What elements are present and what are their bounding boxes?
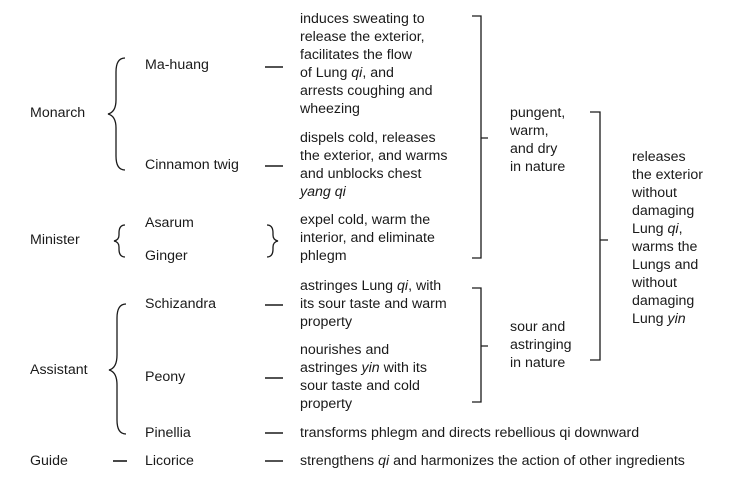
herb-ginger: Ginger xyxy=(145,248,188,264)
text-line: damaging xyxy=(632,203,695,219)
text-line: expel cold, warm the xyxy=(300,212,431,228)
text-line: in nature xyxy=(510,355,566,371)
nature-sour xyxy=(510,318,572,372)
emphasis-term: qi xyxy=(351,65,363,81)
action-ma-huang xyxy=(300,10,433,118)
herb-asarum: Asarum xyxy=(145,215,194,231)
text-line: Lung yin xyxy=(632,311,686,327)
pungent-bracket xyxy=(472,16,488,258)
herb-ma-huang: Ma-huang xyxy=(145,57,209,73)
role-assistant: Assistant xyxy=(30,362,88,378)
action-peony xyxy=(300,341,427,413)
text-line: damaging xyxy=(632,293,695,309)
emphasis-term: yang qi xyxy=(300,184,346,200)
sour-bracket xyxy=(472,288,488,402)
text-line: the exterior xyxy=(632,167,703,183)
text-line: Lung qi, xyxy=(632,221,683,237)
nature-bracket xyxy=(590,112,608,360)
herb-peony: Peony xyxy=(145,369,186,385)
text-line: induces sweating to xyxy=(300,11,425,27)
action-asarum-ginger xyxy=(300,211,435,265)
text-line: pungent, xyxy=(510,105,566,121)
text-line: warm, xyxy=(510,123,549,139)
text-line: astringing xyxy=(510,337,572,353)
text-line: sour and xyxy=(510,319,566,335)
role-minister: Minister xyxy=(30,232,80,248)
emphasis-term: qi xyxy=(378,453,390,469)
text-line: Lungs and xyxy=(632,257,699,273)
action-pinellia: transforms phlegm and directs rebellious qi downward xyxy=(300,425,640,441)
text-line: facilitates the flow xyxy=(300,47,412,63)
text-line: in nature xyxy=(510,159,566,175)
text-line: astringes yin with its xyxy=(300,360,427,376)
action-licorice: strengthens qi and harmonizes the action of other ingredients xyxy=(300,453,685,469)
text-line: wheezing xyxy=(300,101,360,117)
minister-left-brace xyxy=(114,225,125,257)
text-line: sour taste and cold xyxy=(300,378,420,394)
action-cinnamon-twig xyxy=(300,129,447,201)
role-guide: Guide xyxy=(30,453,68,469)
text-line: dispels cold, releases xyxy=(300,130,436,146)
text-line: warms the xyxy=(632,239,698,255)
text-line: nourishes and xyxy=(300,342,390,358)
text-line: phlegm xyxy=(300,248,347,264)
emphasis-term: yin xyxy=(361,360,380,376)
text-line: astringes Lung qi, with xyxy=(300,278,442,294)
emphasis-term: qi xyxy=(667,221,679,237)
text-line: without xyxy=(632,275,677,291)
text-line: and dry xyxy=(510,141,558,157)
text-line: arrests coughing and xyxy=(300,83,433,99)
herb-schizandra: Schizandra xyxy=(145,296,216,312)
role-monarch: Monarch xyxy=(30,105,86,121)
text-line: its sour taste and warm xyxy=(300,296,447,312)
action-schizandra xyxy=(300,277,447,331)
emphasis-term: qi xyxy=(397,278,409,294)
text-line: and unblocks chest xyxy=(300,166,422,182)
herb-cinnamon-twig: Cinnamon twig xyxy=(145,157,239,173)
overall-effect xyxy=(632,148,703,328)
emphasis-term: yin xyxy=(667,311,686,327)
text-line: interior, and eliminate xyxy=(300,230,435,246)
text-line xyxy=(300,183,447,201)
text-line: releases xyxy=(632,149,686,165)
text-line: property xyxy=(300,396,353,412)
herb-pinellia: Pinellia xyxy=(145,425,191,441)
nature-pungent xyxy=(510,104,565,176)
text-line: of Lung qi, and xyxy=(300,65,394,81)
text-line: without xyxy=(632,185,677,201)
text-line: the exterior, and warms xyxy=(300,148,448,164)
assistant-brace xyxy=(109,304,126,434)
text-line: release the exterior, xyxy=(300,29,425,45)
herb-licorice: Licorice xyxy=(145,453,194,469)
monarch-brace xyxy=(108,58,125,170)
text-line: property xyxy=(300,314,353,330)
minister-right-brace xyxy=(267,225,278,257)
